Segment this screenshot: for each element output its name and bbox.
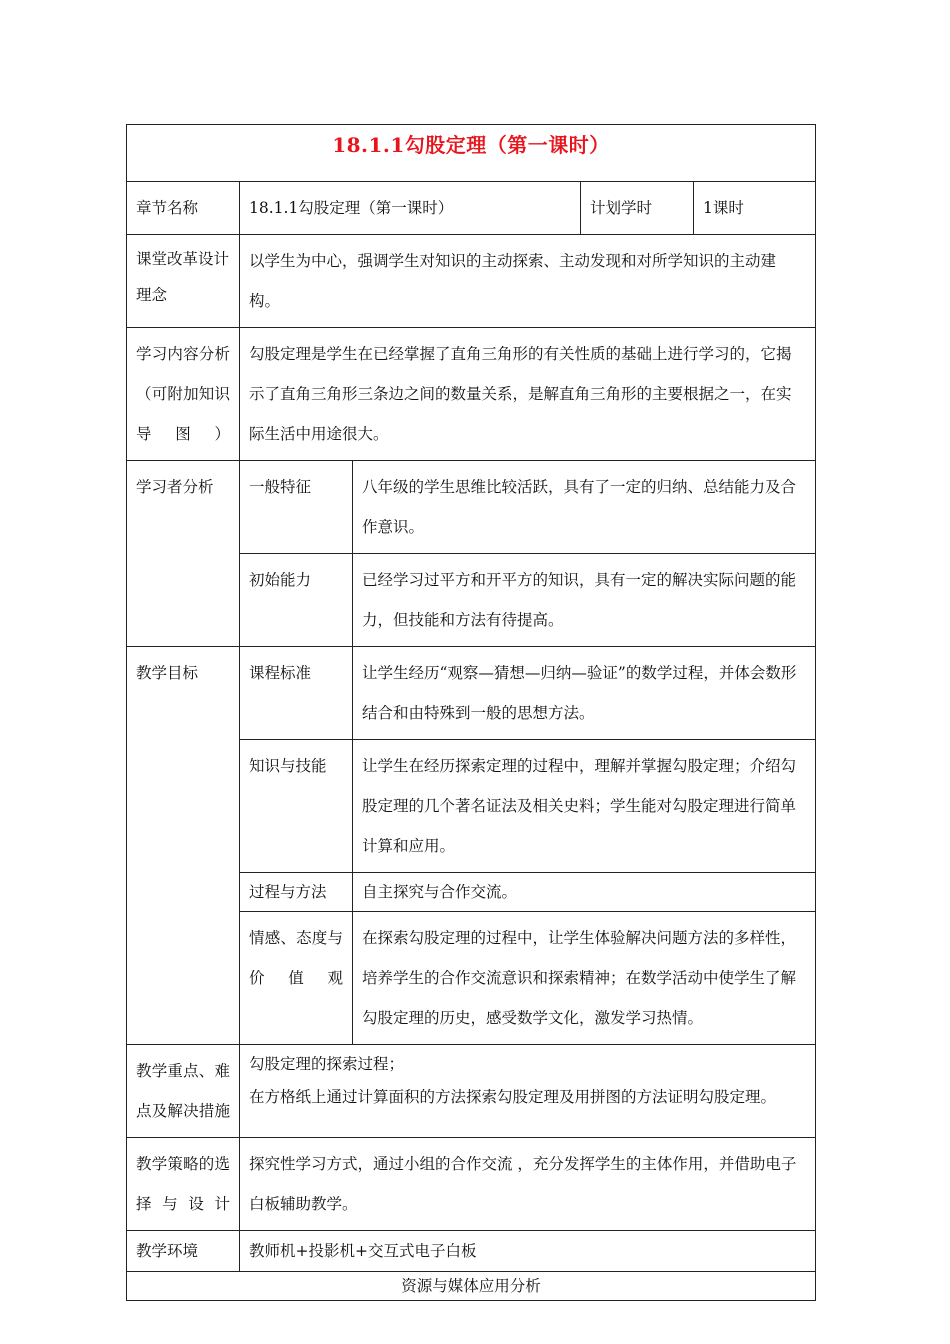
objective-standard-text: 让学生经历“观察—猜想—归纳—验证”的数学过程，并体会数形结合和由特殊到一般的思想方法。 [353, 647, 816, 740]
learner-general-text: 八年级的学生思维比较活跃，具有了一定的归纳、总结能力及合作意识。 [353, 461, 816, 554]
key-points-line-1: 勾股定理的探索过程； [249, 1055, 405, 1073]
objective-standard-row [127, 647, 816, 740]
hours-label: 计划学时 [581, 182, 694, 235]
objective-process-label: 过程与方法 [240, 873, 353, 912]
objective-knowledge-text: 让学生在经历探索定理的过程中，理解并掌握勾股定理；介绍勾股定理的几个著名证法及相关史料；学生能对勾股定理进行简单计算和应用。 [353, 740, 816, 873]
lesson-plan-table [126, 124, 816, 1301]
objective-emotion-label: 情感、态度与价值观 [240, 912, 353, 1045]
objective-standard-label: 课程标准 [240, 647, 353, 740]
hours-value: 1课时 [694, 182, 816, 235]
objective-process-text: 自主探究与合作交流。 [353, 873, 816, 912]
objective-emotion-text: 在探索勾股定理的过程中，让学生体验解决问题方法的多样性，培养学生的合作交流意识和探索精神；在数学活动中使学生了解勾股定理的历史，感受数学文化，激发学习热情。 [353, 912, 816, 1045]
key-points-line-2: 在方格纸上通过计算面积的方法探索勾股定理及用拼图的方法证明勾股定理。 [249, 1088, 777, 1106]
concept-row [127, 235, 816, 328]
content-analysis-text: 勾股定理是学生在已经掌握了直角三角形的有关性质的基础上进行学习的，它揭示了直角三角形三条边之间的数量关系，是解直角三角形的主要根据之一，在实际生活中用途很大。 [240, 328, 816, 461]
strategy-text: 探究性学习方式，通过小组的合作交流 ，充分发挥学生的主体作用，并借助电子白板辅助教学。 [240, 1138, 816, 1231]
key-points-cell [240, 1045, 816, 1138]
content-analysis-row [127, 328, 816, 461]
learner-analysis-label: 学习者分析 [127, 461, 240, 647]
title-cell [127, 125, 816, 182]
concept-label [127, 235, 240, 328]
resources-heading: 资源与媒体应用分析 [127, 1272, 816, 1301]
chapter-value: 18.1.1勾股定理（第一课时） [240, 182, 581, 235]
page-title: 18.1.1勾股定理（第一课时） [332, 133, 610, 157]
objective-knowledge-label: 知识与技能 [240, 740, 353, 873]
title-row [127, 125, 816, 182]
learner-general-label: 一般特征 [240, 461, 353, 554]
strategy-row [127, 1138, 816, 1231]
footer-row [127, 1272, 816, 1301]
environment-row [127, 1231, 816, 1272]
key-points-row [127, 1045, 816, 1138]
objectives-label: 教学目标 [127, 647, 240, 1045]
chapter-row [127, 182, 816, 235]
concept-label-text: 课堂改革设计理念 [136, 250, 230, 304]
lesson-plan-sheet [126, 124, 815, 1301]
environment-label: 教学环境 [127, 1231, 240, 1272]
learner-general-row [127, 461, 816, 554]
content-analysis-label: 学习内容分析（可附加知识导图） [127, 328, 240, 461]
chapter-label: 章节名称 [127, 182, 240, 235]
environment-text: 教师机+投影机+交互式电子白板 [240, 1231, 816, 1272]
learner-initial-text: 已经学习过平方和开平方的知识，具有一定的解决实际问题的能力，但技能和方法有待提高。 [353, 554, 816, 647]
strategy-label: 教学策略的选择与设计 [127, 1138, 240, 1231]
learner-initial-label: 初始能力 [240, 554, 353, 647]
key-points-label: 教学重点、难点及解决措施 [127, 1045, 240, 1138]
concept-text: 以学生为中心，强调学生对知识的主动探索、主动发现和对所学知识的主动建构。 [240, 235, 816, 328]
